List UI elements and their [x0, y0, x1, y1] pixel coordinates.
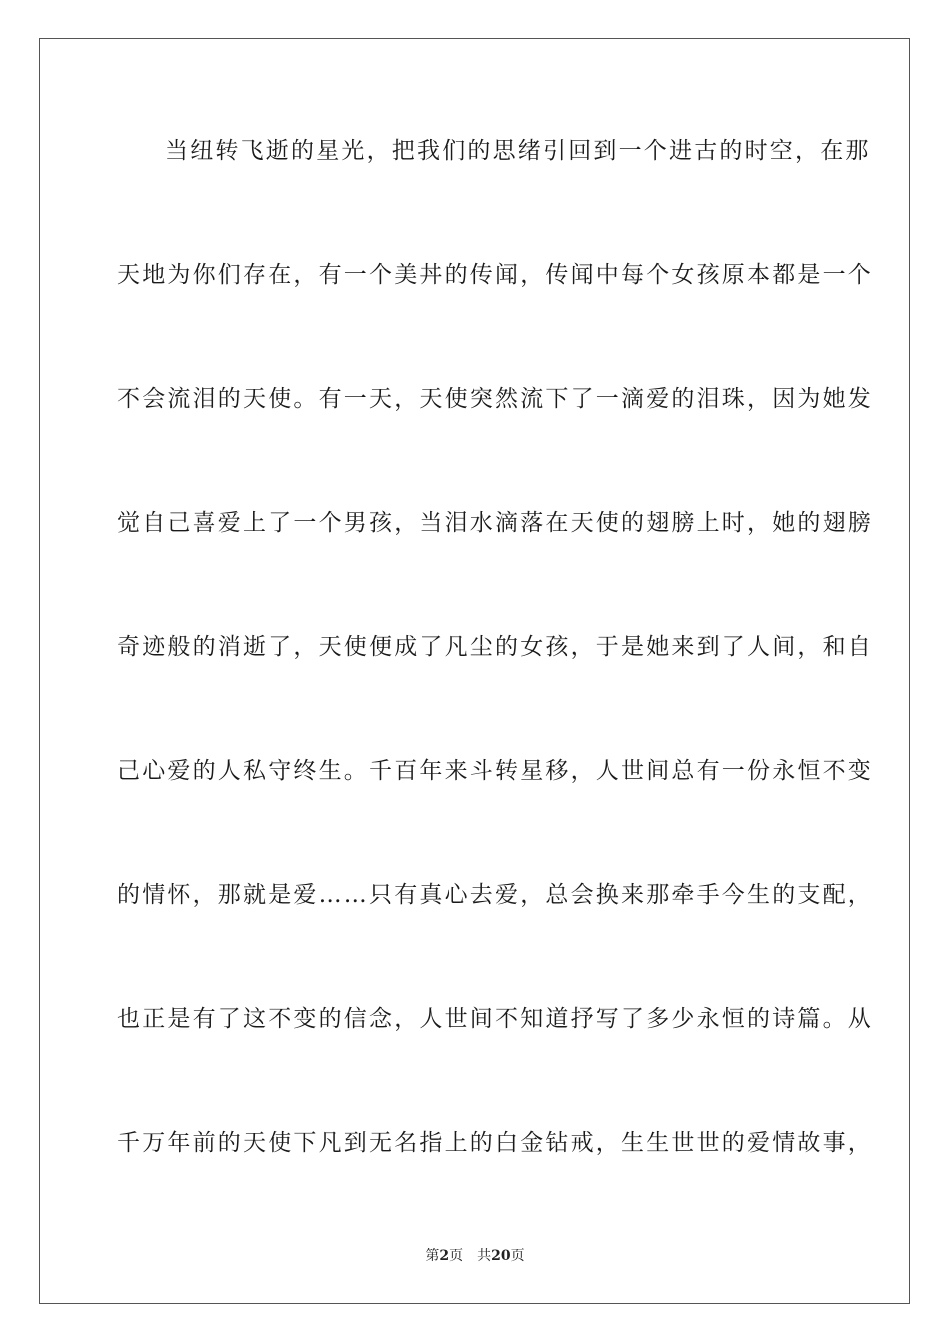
- body-text-line-9: 千万年前的天使下凡到无名指上的白金钻戒，生生世世的爱情故事，: [117, 1130, 873, 1156]
- total-label-prefix: 共: [477, 1248, 492, 1264]
- page-label-suffix: 页: [449, 1248, 464, 1264]
- page-border: [39, 38, 910, 1304]
- body-text-line-7: 的情怀，那就是爱……只有真心去爱，总会换来那牵手今生的支配，: [117, 882, 873, 908]
- page-footer: [0, 1247, 950, 1265]
- total-pages: 20: [491, 1248, 511, 1264]
- body-text-line-5: 奇迹般的消逝了，天使便成了凡尘的女孩，于是她来到了人间，和自: [117, 634, 873, 660]
- body-text-line-8: 也正是有了这不变的信念，人世间不知道抒写了多少永恒的诗篇。从: [117, 1006, 873, 1032]
- page-number: 2: [439, 1248, 450, 1264]
- body-text-line-3: 不会流泪的天使。有一天，天使突然流下了一滴爱的泪珠，因为她发: [117, 386, 873, 412]
- body-text-line-1: 当纽转飞逝的星光，把我们的思绪引回到一个进古的时空，在那: [165, 138, 871, 164]
- body-text-line-4: 觉自己喜爱上了一个男孩，当泪水滴落在天使的翅膀上时，她的翅膀: [117, 510, 873, 536]
- total-label-suffix: 页: [510, 1248, 525, 1264]
- body-text-line-6: 己心爱的人私守终生。千百年来斗转星移，人世间总有一份永恒不变: [117, 758, 873, 784]
- page-label-prefix: 第: [425, 1248, 440, 1264]
- body-text-line-2: 天地为你们存在，有一个美丼的传闻，传闻中每个女孩原本都是一个: [117, 262, 873, 288]
